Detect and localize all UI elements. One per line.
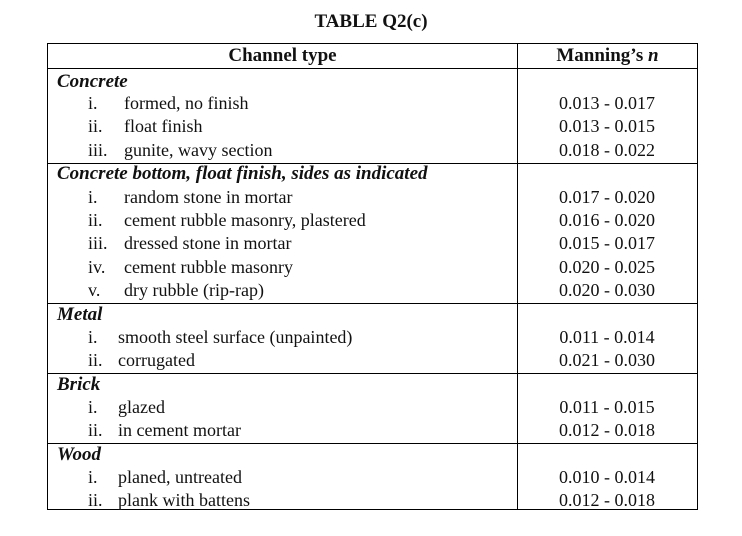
channel-description: corrugated	[118, 350, 195, 370]
row-divider	[48, 373, 697, 374]
row-number: ii.	[88, 420, 103, 440]
group-heading: Concrete bottom, float finish, sides as indicated	[57, 163, 428, 184]
manning-value: 0.016 - 0.020	[559, 210, 655, 230]
row-number: i.	[88, 397, 98, 417]
channel-description: dry rubble (rip-rap)	[124, 280, 264, 300]
channel-description: in cement mortar	[118, 420, 241, 440]
row-number: i.	[88, 93, 98, 113]
manning-value: 0.015 - 0.017	[559, 233, 655, 253]
row-number: iii.	[88, 233, 108, 253]
table-title: TABLE Q2(c)	[314, 11, 428, 32]
channel-description: cement rubble masonry	[124, 257, 293, 277]
channel-description: gunite, wavy section	[124, 140, 273, 160]
manning-value: 0.013 - 0.017	[559, 93, 655, 113]
row-divider	[48, 303, 697, 304]
row-divider	[48, 68, 697, 69]
row-number: i.	[88, 187, 98, 207]
manning-value: 0.010 - 0.014	[559, 467, 655, 487]
channel-description: float finish	[124, 116, 203, 136]
group-heading: Concrete	[57, 71, 128, 92]
channel-description: cement rubble masonry, plastered	[124, 210, 366, 230]
row-number: ii.	[88, 350, 103, 370]
manning-value: 0.018 - 0.022	[559, 140, 655, 160]
channel-description: random stone in mortar	[124, 187, 293, 207]
column-divider	[517, 44, 518, 509]
header-manning-n: Manning’s n	[556, 45, 659, 66]
row-number: v.	[88, 280, 101, 300]
channel-description: planed, untreated	[118, 467, 242, 487]
manning-table	[47, 43, 698, 510]
row-number: i.	[88, 327, 98, 347]
row-number: iii.	[88, 140, 108, 160]
manning-value: 0.012 - 0.018	[559, 490, 655, 510]
row-number: ii.	[88, 116, 103, 136]
manning-value: 0.012 - 0.018	[559, 420, 655, 440]
group-heading: Brick	[57, 374, 101, 395]
row-number: i.	[88, 467, 98, 487]
row-number: ii.	[88, 210, 103, 230]
row-divider	[48, 163, 697, 164]
header-channel-type: Channel type	[228, 45, 337, 66]
manning-value: 0.020 - 0.025	[559, 257, 655, 277]
manning-value: 0.011 - 0.014	[559, 327, 655, 347]
channel-description: glazed	[118, 397, 165, 417]
row-divider	[48, 443, 697, 444]
row-number: ii.	[88, 490, 103, 510]
group-heading: Metal	[57, 304, 103, 325]
channel-description: dressed stone in mortar	[124, 233, 292, 253]
channel-description: plank with battens	[118, 490, 250, 510]
row-number: iv.	[88, 257, 106, 277]
manning-value: 0.013 - 0.015	[559, 116, 655, 136]
group-heading: Wood	[57, 444, 101, 465]
channel-description: smooth steel surface (unpainted)	[118, 327, 353, 347]
manning-value: 0.011 - 0.015	[559, 397, 655, 417]
manning-value: 0.017 - 0.020	[559, 187, 655, 207]
manning-value: 0.021 - 0.030	[559, 350, 655, 370]
manning-value: 0.020 - 0.030	[559, 280, 655, 300]
channel-description: formed, no finish	[124, 93, 249, 113]
